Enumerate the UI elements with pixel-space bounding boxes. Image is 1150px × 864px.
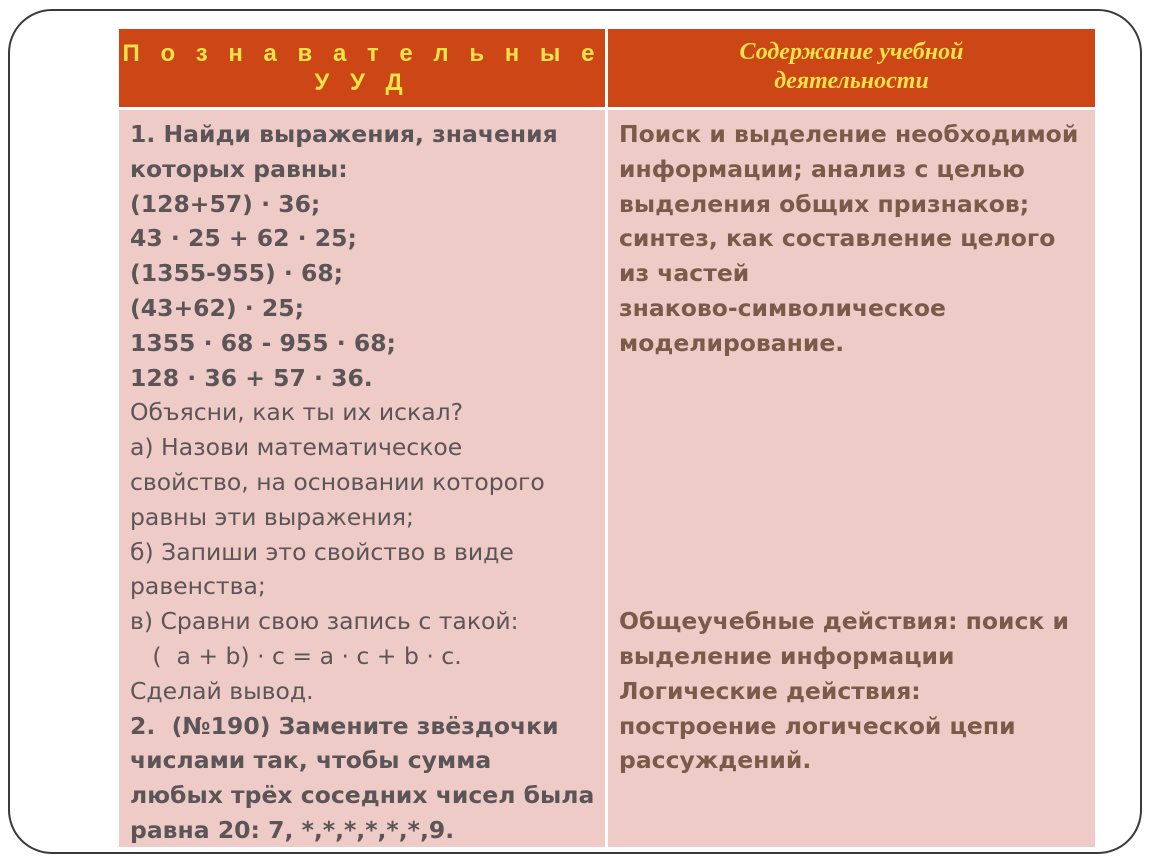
activity-line: Логические действия: [619,676,921,705]
activity-line: моделирование. [619,328,845,357]
task-line: (128+57) · 36; [130,189,321,218]
task-line: равны эти выражения; [130,502,414,531]
task-line: (43+62) · 25; [130,293,304,322]
header-left-line1: П о з н а в а т е л ь н ы е [122,40,602,67]
activity-line: знаково-символическое [619,293,946,322]
task-line: (1355-955) · 68; [130,259,344,288]
header-right-line1: Содержание учебной [739,39,964,65]
activity-line: синтез, как составление целого [619,224,1056,253]
task-line: Сделай вывод. [130,676,314,705]
task-line: Объясни, как ты их искал? [130,398,464,427]
activity-line: Общеучебные действия: поиск и [619,607,1070,636]
activity-line: рассуждений. [619,746,812,775]
task-line: свойство, на основании которого [130,467,545,496]
activity-line: информации; анализ с целью [619,154,1025,183]
uud-table [119,29,1095,847]
formula-line: ( a + b) · c = a · c + b · c. [130,641,462,670]
column-separator [605,29,608,847]
header-content [608,29,1095,107]
task-line: числами так, чтобы сумма [130,746,492,775]
slide-frame [8,9,1142,854]
activity-line: выделение информации [619,641,955,670]
header-cognitive-uud [119,29,605,107]
task-line: 43 · 25 + 62 · 25; [130,224,357,253]
task-line: 2. (№190) Замените звёздочки [130,711,559,740]
header-left-line2: У У Д [314,69,410,96]
activity-line: из частей [619,259,750,288]
header-right-line2: деятельности [774,68,929,94]
task-line: равенства; [130,572,266,601]
task-line: 128 · 36 + 57 · 36. [130,363,373,392]
activity-cell [608,110,1095,847]
task-line: любых трёх соседних чисел была [130,781,595,810]
task-line: равна 20: 7, *,*,*,*,*,*,9. [130,815,455,844]
task-line: 1355 · 68 - 955 · 68; [130,328,396,357]
task-line: которых равны: [130,154,348,183]
task-line: а) Назови математическое [130,433,463,462]
task-line: б) Запиши это свойство в виде [130,537,514,566]
activity-line: построение логической цепи [619,711,1016,740]
activity-line: Поиск и выделение необходимой [619,120,1079,148]
tasks-cell [119,110,605,847]
activity-line: выделения общих признаков; [619,189,1030,218]
task-line: 1. Найди выражения, значения [130,120,558,148]
task-line: в) Сравни свою запись с такой: [130,607,519,636]
spacer [619,361,1095,605]
